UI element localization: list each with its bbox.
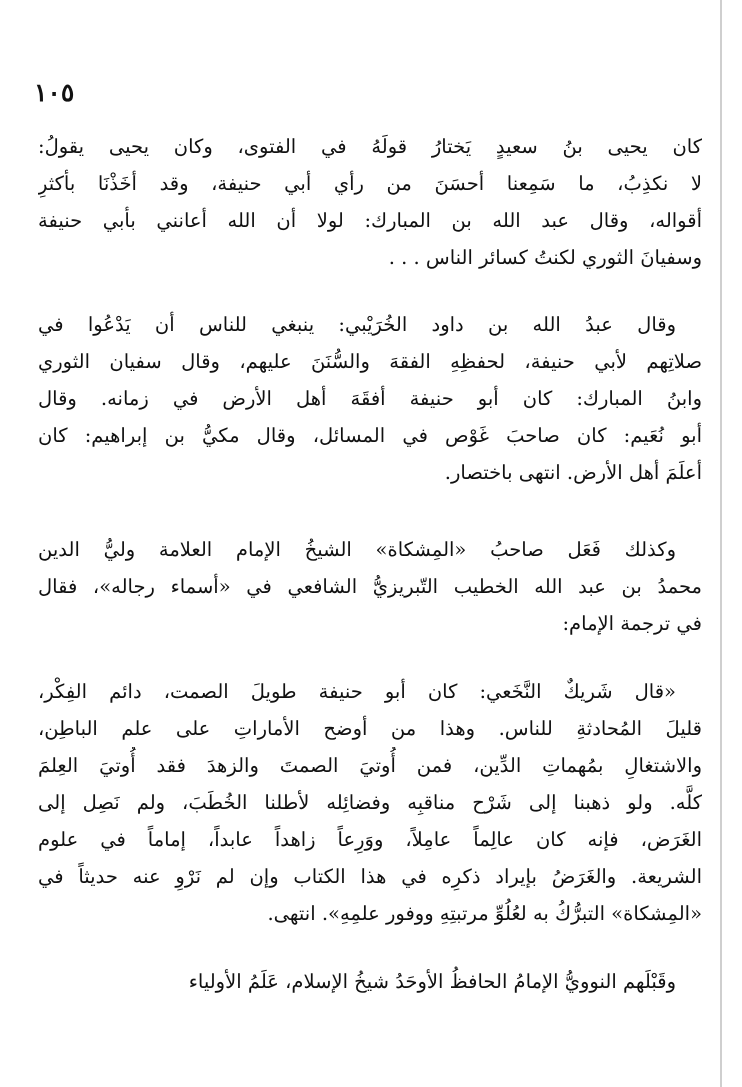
text-line: أبو نُعَيم: كان صاحبَ غَوْص في المسائل، وقال مكيُّ بن إبراهيم: كان	[38, 424, 702, 447]
paragraph	[38, 531, 702, 642]
text-line: وقال عبدُ الله بن داود الخُرَيْبي: ينبغي للناس أن يَدْعُوا في	[38, 313, 676, 336]
text-line: كلَّه. ولو ذهبنا إلى شَرْح مناقبِه وفضائِله لأطلنا الخُطَبَ، ولم نَصِل إلى	[38, 791, 702, 814]
paragraph	[38, 306, 702, 491]
text-line: والاشتغالِ بمُهماتِ الدِّين، فمن أُوتيَ الصمتَ والزهدَ فقد أُوتيَ العِلمَ	[38, 754, 702, 777]
text-line: وكذلك فَعَل صاحبُ «المِشكاة» الشيخُ الإمام العلامة وليُّ الدين	[38, 538, 676, 561]
text-line: وابنُ المبارك: كان أبو حنيفة أفقَهَ أهل الأرض في زمانه. وقال	[38, 387, 702, 410]
text-line: أقواله، وقال عبد الله بن المبارك: لولا أن الله أعانني بأبي حنيفة	[38, 209, 702, 232]
text-line: «قال شَريكٌ النَّخَعي: كان أبو حنيفة طويلَ الصمت، دائم الفِكْر،	[38, 680, 676, 703]
text-line: وسفيانَ الثوري لكنتُ كسائر الناس . . .	[388, 246, 702, 269]
page-number: ١٠٥	[34, 78, 75, 107]
paragraph	[38, 128, 702, 276]
text-line: «المِشكاة» التبرُّكُ به لعُلُوِّ مرتبتِهِ ووفور علمِهِ». انتهى.	[267, 902, 702, 925]
text-line: الشريعة. والغَرَضُ بإيراد ذكرِه في هذا الكتاب وإن لم نَرْوِ عنه حديثاً في	[38, 865, 702, 888]
text-line: محمدُ بن عبد الله الخطيب التّبريزيُّ الشافعي في «أسماء رجاله»، فقال	[38, 575, 702, 598]
text-line: كان يحيى بنُ سعيدٍ يَختارُ قولَهُ في الفتوى، وكان يحيى يقولُ:	[38, 135, 702, 158]
text-line: قليلَ المُحادثةِ للناس. وهذا من أوضح الأماراتِ على علم الباطِن،	[38, 717, 702, 740]
text-line: صلاتِهم لأبي حنيفة، لحفظِهِ الفقهَ والسُّنَنَ عليهم، وقال سفيان الثوري	[38, 350, 702, 373]
text-line: الغَرَض، فإنه كان عالِماً عامِلاً، ووَرِعاً زاهداً عابداً، إماماً في علوم	[38, 828, 702, 851]
page-edge-line	[720, 0, 722, 1087]
text-line: لا نكذِبُ، ما سَمِعنا أحسَنَ من رأي أبي حنيفة، وقد أخَذْنَا بأكثرِ	[38, 172, 702, 195]
text-line: في ترجمة الإمام:	[562, 612, 702, 635]
paragraph	[38, 963, 702, 1000]
text-line: وقَبْلَهم النوويُّ الإمامُ الحافظُ الأوحَدُ شيخُ الإسلام، عَلَمُ الأولياء	[188, 970, 676, 993]
text-line: أعلَمَ أهل الأرض. انتهى باختصار.	[444, 461, 702, 484]
paragraph	[38, 673, 702, 932]
